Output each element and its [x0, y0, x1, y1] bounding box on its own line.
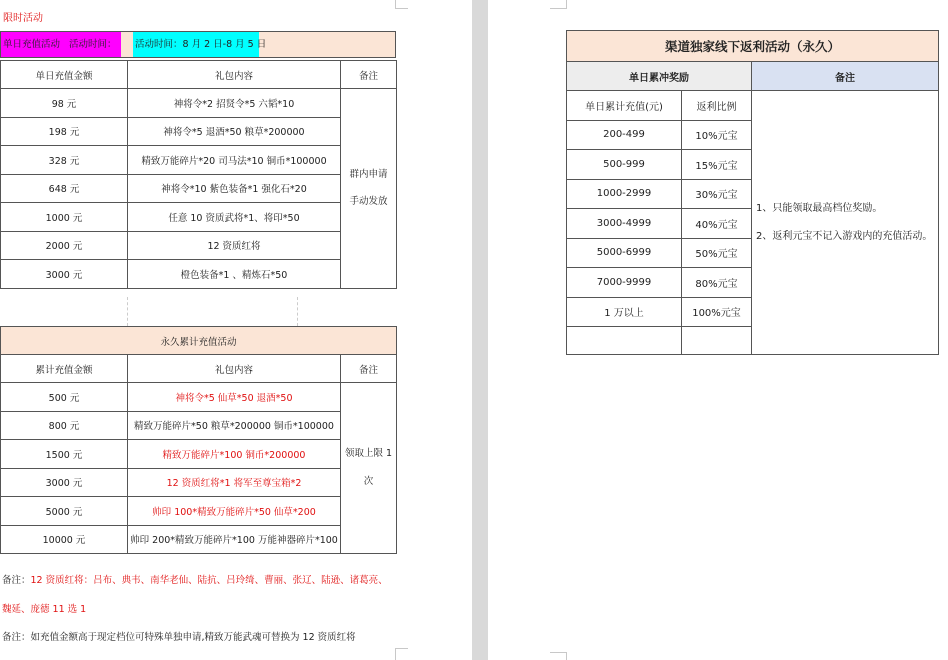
amount-cell: 198 元 — [1, 117, 128, 146]
table-row — [1, 525, 397, 554]
remark-cell — [341, 89, 397, 289]
content-cell: 精致万能碎片*50 粮草*200000 铜币*100000 — [128, 411, 341, 440]
ratio-cell: 40%元宝 — [682, 209, 752, 239]
table-row — [1, 174, 397, 203]
ratio-cell: 80%元宝 — [682, 268, 752, 298]
content-cell: 精致万能碎片*20 司马法*10 铜币*100000 — [128, 146, 341, 175]
daily-recharge-table — [0, 60, 397, 289]
table-header-row — [1, 61, 397, 89]
empty-cell — [682, 327, 752, 355]
table-title-row — [567, 31, 939, 62]
table-row — [1, 260, 397, 289]
amount-cell: 648 元 — [1, 174, 128, 203]
ratio-cell: 10%元宝 — [682, 120, 752, 150]
note-hero-list — [2, 572, 388, 586]
content-cell: 帅印 100*精致万能碎片*50 仙草*200 — [128, 497, 341, 526]
table-row — [1, 146, 397, 175]
column-header: 单日累冲奖励 — [567, 62, 752, 91]
column-header: 礼包内容 — [128, 61, 341, 89]
column-header: 礼包内容 — [128, 355, 341, 383]
content-cell: 神将令*2 招贤令*5 六韬*10 — [128, 89, 341, 118]
spacer-line — [297, 297, 298, 326]
amount-cell: 3000 元 — [1, 468, 128, 497]
table-title-row — [1, 327, 397, 355]
crop-mark — [395, 648, 408, 660]
remark-line: 1、只能领取最高档位奖励。 — [756, 202, 883, 214]
amount-cell: 3000 元 — [1, 260, 128, 289]
banner-part2: 活动时间： — [69, 39, 117, 50]
crop-mark — [395, 0, 408, 9]
remark-line: 领取上限 1 — [344, 448, 393, 459]
cumulative-recharge-table — [0, 326, 397, 554]
amount-cell: 1500 元 — [1, 440, 128, 469]
crop-mark — [550, 0, 567, 9]
document-page-right — [488, 0, 948, 660]
document-page-left — [0, 0, 472, 660]
table-row — [1, 89, 397, 118]
table-row — [1, 440, 397, 469]
table-title: 渠道独家线下返利活动（永久） — [567, 31, 939, 62]
content-cell: 12 资质红将 — [128, 231, 341, 260]
table-title: 永久累计充值活动 — [1, 327, 397, 355]
amount-cell: 1000 元 — [1, 203, 128, 232]
content-cell: 任意 10 资质武将*1、将印*50 — [128, 203, 341, 232]
rebate-table — [566, 30, 939, 355]
table-row — [1, 231, 397, 260]
ratio-cell: 100%元宝 — [682, 297, 752, 327]
table-row — [1, 411, 397, 440]
ratio-cell: 15%元宝 — [682, 150, 752, 180]
activity-banner — [0, 31, 396, 58]
amount-cell: 500 元 — [1, 383, 128, 412]
range-cell: 200-499 — [567, 120, 682, 150]
empty-cell — [567, 327, 682, 355]
amount-cell: 10000 元 — [1, 525, 128, 554]
page-title: 限时活动 — [3, 13, 43, 24]
range-cell: 1000-2999 — [567, 179, 682, 209]
column-header: 备注 — [341, 355, 397, 383]
range-cell: 3000-4999 — [567, 209, 682, 239]
crop-mark — [550, 652, 567, 660]
column-header: 备注 — [752, 62, 939, 91]
content-cell: 神将令*10 紫色装备*1 强化石*20 — [128, 174, 341, 203]
remark-line: 群内申请 — [349, 169, 388, 181]
ratio-cell: 50%元宝 — [682, 238, 752, 268]
range-cell: 1 万以上 — [567, 297, 682, 327]
note-text: 12 资质红将：吕布、典韦、南华老仙、陆抗、吕玲绮、曹丽、张辽、陆逊、诸葛亮、 — [30, 575, 388, 586]
content-cell: 神将令*5 退酒*50 粮草*200000 — [128, 117, 341, 146]
amount-cell: 5000 元 — [1, 497, 128, 526]
content-cell: 神将令*5 仙草*50 退酒*50 — [128, 383, 341, 412]
table-row — [1, 468, 397, 497]
column-header: 备注 — [341, 61, 397, 89]
table-subheader-row — [567, 91, 939, 121]
spacer-line — [127, 297, 128, 326]
remark-line: 手动发放 — [349, 196, 388, 208]
table-header-row — [1, 355, 397, 383]
column-header: 单日充值金额 — [1, 61, 128, 89]
range-cell: 500-999 — [567, 150, 682, 180]
ratio-cell: 30%元宝 — [682, 179, 752, 209]
column-header: 累计充值金额 — [1, 355, 128, 383]
table-row — [1, 117, 397, 146]
amount-cell: 328 元 — [1, 146, 128, 175]
content-cell: 帅印 200*精致万能碎片*100 万能神器碎片*100 — [128, 525, 341, 554]
banner-part1: 单日充值活动 — [3, 39, 61, 50]
table-row — [1, 203, 397, 232]
table-row — [1, 497, 397, 526]
amount-cell: 98 元 — [1, 89, 128, 118]
remark-cell — [752, 91, 939, 355]
banner-cyan: 活动时间：8 月 2 日-8 月 5 日 — [133, 32, 259, 57]
remark-cell — [341, 383, 397, 554]
table-row — [1, 383, 397, 412]
remark-line: 次 — [363, 476, 374, 487]
content-cell: 12 资质红将*1 将军至尊宝箱*2 — [128, 468, 341, 497]
content-cell: 橙色装备*1 、精炼石*50 — [128, 260, 341, 289]
column-header: 返利比例 — [682, 91, 752, 121]
content-cell: 精致万能碎片*100 铜币*200000 — [128, 440, 341, 469]
banner-magenta — [1, 32, 121, 57]
remark-line: 2、返利元宝不记入游戏内的充值活动。 — [756, 230, 933, 242]
note-special: 备注：如充值金额高于现定档位可特殊单独申请,精致万能武魂可替换为 12 资质红将 — [2, 632, 356, 643]
amount-cell: 800 元 — [1, 411, 128, 440]
amount-cell: 2000 元 — [1, 231, 128, 260]
table-header-row — [567, 62, 939, 91]
column-header: 单日累计充值(元) — [567, 91, 682, 121]
note-prefix: 备注： — [2, 575, 31, 586]
note-hero-list-cont: 魏延、庞德 11 选 1 — [2, 604, 87, 615]
range-cell: 7000-9999 — [567, 268, 682, 298]
range-cell: 5000-6999 — [567, 238, 682, 268]
